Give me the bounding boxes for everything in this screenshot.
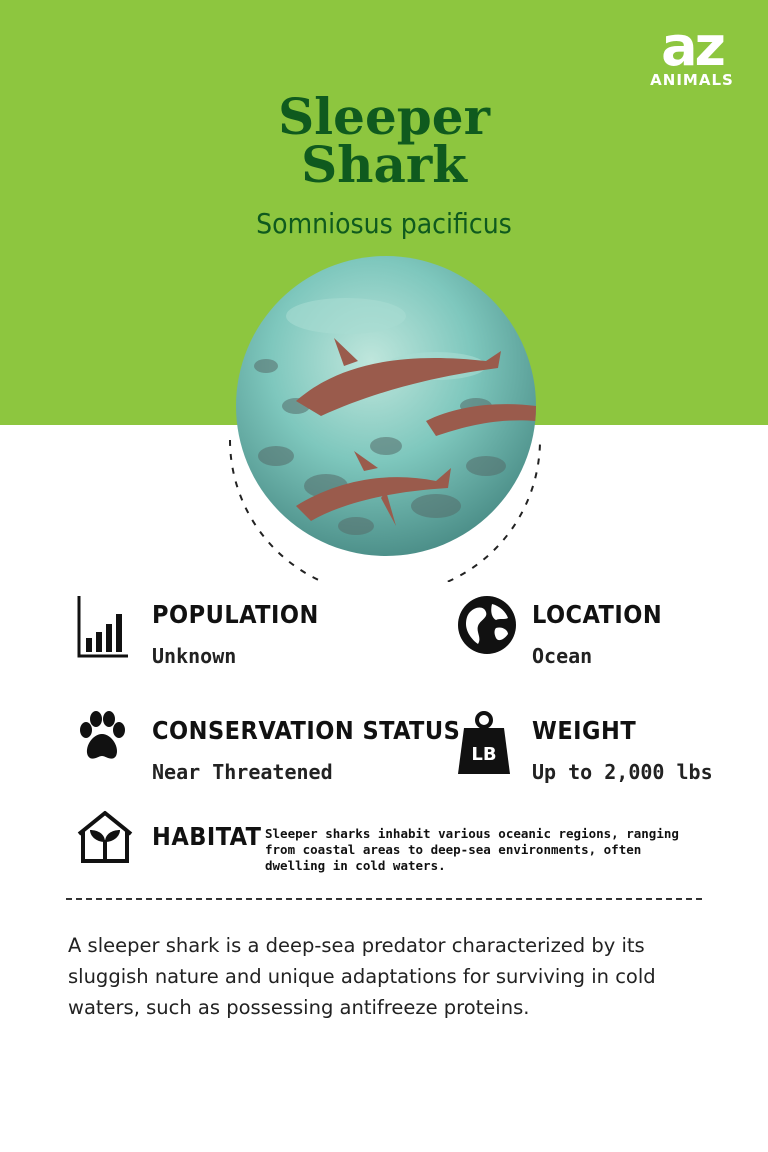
shark-photo-illustration (236, 256, 536, 556)
logo-mark: az (661, 15, 723, 78)
population-label: POPULATION (152, 600, 319, 629)
bar-chart-icon (76, 594, 136, 654)
habitat-label: HABITAT (152, 822, 262, 851)
habitat-description: Sleeper sharks inhabit various oceanic regions, ranging from coastal areas to deep-sea environments, often dwelling in cold waters. (265, 826, 679, 873)
weight-icon-text: LB (471, 744, 497, 765)
population-value: Unknown (152, 644, 237, 668)
fact-weight (456, 710, 756, 790)
title-line-1: Sleeper (278, 87, 490, 146)
page-title (0, 87, 768, 194)
animal-photo (236, 256, 536, 556)
animal-photo-frame (216, 244, 554, 582)
location-value: Ocean (532, 644, 593, 668)
house-plant-icon (76, 810, 136, 870)
az-animals-logo[interactable] (642, 15, 742, 89)
fact-conservation-status (76, 710, 461, 790)
paw-icon (76, 710, 136, 770)
conservation-status-label: CONSERVATION STATUS (152, 716, 461, 745)
fact-population (76, 594, 396, 674)
globe-icon (456, 594, 516, 654)
fact-habitat (76, 810, 276, 870)
weight-icon (456, 710, 516, 770)
fact-location (456, 594, 756, 674)
logo-subtext: ANIMALS (650, 71, 734, 89)
conservation-status-value: Near Threatened (152, 760, 333, 784)
section-divider (66, 898, 702, 900)
weight-value: Up to 2,000 lbs (532, 760, 713, 784)
title-line-2: Shark (301, 135, 467, 194)
scientific-name: Somniosus pacificus (256, 207, 512, 240)
animal-description: A sleeper shark is a deep-sea predator characterized by its sluggish nature and unique adaptations for surviving in cold waters, such as possessing antifreeze proteins. (68, 934, 656, 1019)
location-label: LOCATION (532, 600, 663, 629)
weight-label: WEIGHT (532, 716, 637, 745)
